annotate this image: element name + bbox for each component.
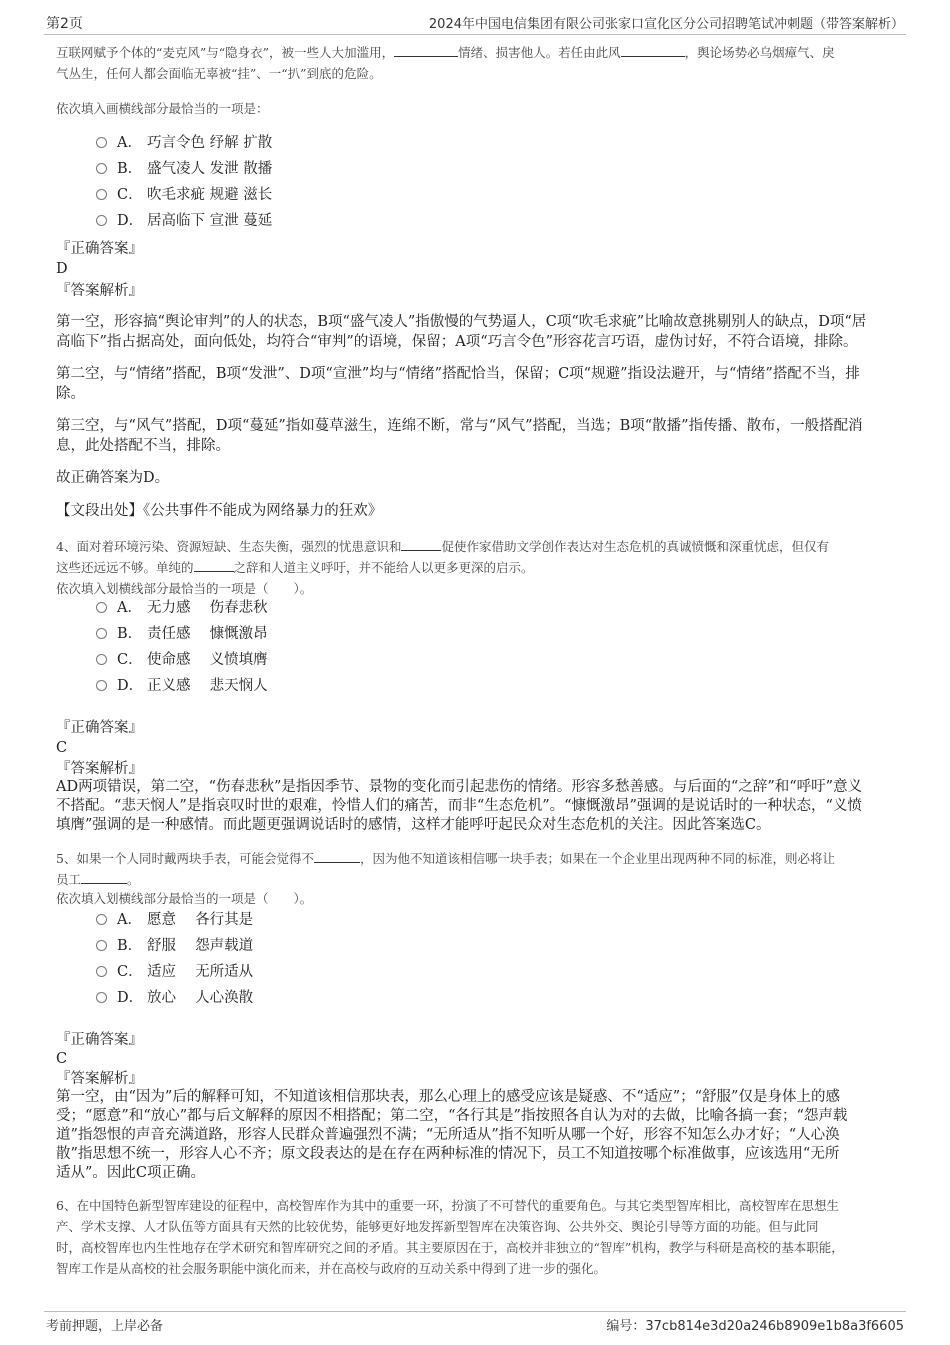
- q5-analysis-line4: 散”指思想不统一，形容人心不齐；原文段表达的是在存在两种标准的情况下，员工不知道按哪个标准做事，应该选用“无所: [56, 1146, 840, 1162]
- q3-analysis-p2-line2: 除。: [56, 386, 85, 402]
- q3-prompt: 依次填入画横线部分最恰当的一项是：: [56, 101, 269, 116]
- q4-answer: C: [56, 740, 68, 756]
- radio-icon[interactable]: [96, 654, 107, 665]
- q5-analysis-line3: 道”指怨恨的声音充满道路，形容人民群众普遍强烈不满；“无所适从”指不知听从哪一个好，形容不知怎么办才好；“人心涣: [56, 1127, 840, 1143]
- q4-option-c[interactable]: C． 使命感 义愤填膺: [96, 649, 268, 671]
- q5-answer-label: 『正确答案』: [56, 1032, 143, 1048]
- q5-option-d[interactable]: D． 放心 人心涣散: [96, 987, 253, 1009]
- q3-stem-text-c: ，舆论场势必乌烟瘴气、戾: [684, 45, 835, 60]
- q5-analysis-line2: 受；“愿意”和“放心”都与后文解释的原因不相搭配；第二空，“各行其是”指按照各自认为对的去做，比喻各搞一套；“怨声载: [56, 1108, 848, 1124]
- q4-prompt: 依次填入划横线部分最恰当的一项是（ ）。: [56, 581, 313, 596]
- q6-stem-line4: 智库工作是从高校的社会服务职能中演化而来，并在高校与政府的互动关系中得到了进一步的强化。: [56, 1261, 607, 1276]
- q3-stem-line2: 气丛生，任何人都会面临无辜被“挂”、一“扒”到底的危险。: [56, 66, 382, 81]
- page-header: [44, 12, 906, 35]
- radio-icon[interactable]: [96, 215, 107, 226]
- q3-answer: D: [56, 261, 68, 277]
- q3-option-d[interactable]: D． 居高临下 宣泄 蔓延: [96, 210, 272, 232]
- q3-source: 【文段出处】《公共事件不能成为网络暴力的狂欢》: [56, 503, 383, 519]
- radio-icon[interactable]: [96, 602, 107, 613]
- q3-analysis-p1-line1: 第一空，形容搞“舆论审判”的人的状态，B项“盛气凌人”指傲慢的气势逼人，C项“吹毛求疵”比喻故意挑剔别人的缺点，D项“居: [56, 314, 867, 330]
- radio-icon[interactable]: [96, 189, 107, 200]
- q3-stem-text-a: 互联网赋予个体的“麦克风”与“隐身衣”，被一些人大加滥用，: [56, 45, 395, 60]
- q3-analysis-label: 『答案解析』: [56, 283, 143, 299]
- q3-analysis-p2-line1: 第二空，与“情绪”搭配，B项“发泄”、D项“宣泄”均与“情绪”搭配恰当，保留；C项“规避”指设法避开，与“情绪”搭配不当，排: [56, 366, 860, 382]
- q5-analysis-label: 『答案解析』: [56, 1071, 143, 1087]
- document-id: 编号：37cb814e3d20a246b8909e1b8a3f6605: [606, 1319, 904, 1334]
- q6-stem-line3: 时，高校智库也内生性地存在学术研究和智库研究之间的矛盾。其主要原因在于，高校并非独立的“智库”机构，教学与科研是高校的基本职能，: [56, 1240, 844, 1255]
- radio-icon[interactable]: [96, 137, 107, 148]
- q3-blank-1: [394, 42, 458, 57]
- q4-analysis-line1: AD两项错误，第二空，“伤春悲秋”是指因季节、景物的变化而引起悲伤的情绪。形容多愁善感。与后面的“之辞”和“呼吁”意义: [56, 779, 863, 795]
- q5-blank-1: [314, 848, 360, 863]
- footer-slogan: 考前押题，上岸必备: [46, 1319, 164, 1334]
- q4-stem-line1: 4、面对着环境污染、资源短缺、生态失衡，强烈的忧患意识和 促使作家借助文学创作表达对生态危机的真诚愤慨和深重忧虑，但仅有: [56, 536, 829, 557]
- q3-option-c[interactable]: C． 吹毛求疵 规避 滋长: [96, 184, 272, 206]
- q4-answer-label: 『正确答案』: [56, 720, 143, 736]
- q3-stem-line1: [56, 42, 916, 63]
- q3-conclusion: 故正确答案为D。: [56, 470, 170, 486]
- page-footer: [44, 1311, 906, 1334]
- q4-option-b[interactable]: B． 责任感 慷慨激昂: [96, 623, 268, 645]
- radio-icon[interactable]: [96, 940, 107, 951]
- q4-analysis-label: 『答案解析』: [56, 761, 143, 777]
- q4-analysis-line2: 不搭配。“悲天悯人”是指哀叹时世的艰难，怜惜人们的痛苦，而非“生态危机”。“慷慨激昂”强调的是说话时的一种状态，“义愤: [56, 798, 862, 814]
- q5-answer: C: [56, 1051, 68, 1067]
- q6-stem-line2: 产、学术支撑、人才队伍等方面具有天然的比较优势，能够更好地发挥新型智库在决策咨询、公共外交、舆论引导等方面的功能。但与此同: [56, 1219, 819, 1234]
- q4-blank-2: [194, 557, 234, 572]
- radio-icon[interactable]: [96, 966, 107, 977]
- q5-option-c[interactable]: C． 适应 无所适从: [96, 961, 253, 983]
- q4-option-d[interactable]: D． 正义感 悲天悯人: [96, 675, 268, 697]
- q3-analysis-p3-line2: 息，此处搭配不当，排除。: [56, 438, 230, 454]
- q4-blank-1: [401, 536, 441, 551]
- radio-icon[interactable]: [96, 914, 107, 925]
- q4-stem-line2: 这些还远远不够。单纯的 之辞和人道主义呼吁，并不能给人以更多更深的启示。: [56, 557, 534, 578]
- q3-option-b[interactable]: B． 盛气凌人 发泄 散播: [96, 158, 272, 180]
- q5-prompt: 依次填入划横线部分最恰当的一项是（ ）。: [56, 891, 313, 906]
- q3-stem-text-b: 情绪、损害他人。若任由此风: [458, 45, 621, 60]
- q4-option-a[interactable]: A． 无力感 伤春悲秋: [96, 597, 268, 619]
- q5-blank-2: [81, 869, 127, 884]
- page-number: 第2页: [46, 16, 83, 32]
- q6-stem-line1: 6、在中国特色新型智库建设的征程中，高校智库作为其中的重要一环，扮演了不可替代的重要角色。与其它类型智库相比，高校智库在思想生: [56, 1198, 839, 1213]
- q3-blank-2: [621, 42, 685, 57]
- q5-option-b[interactable]: B． 舒服 怨声载道: [96, 935, 253, 957]
- q5-stem-line2: 员工 。: [56, 869, 140, 890]
- q5-analysis-line1: 第一空，由“因为”后的解释可知，不知道该相信那块表，那么心理上的感受应该是疑惑、不“适应”；“舒服”仅是身体上的感: [56, 1089, 840, 1105]
- radio-icon[interactable]: [96, 163, 107, 174]
- q5-analysis-line5: 适从”。因此C项正确。: [56, 1165, 206, 1181]
- q3-option-a[interactable]: A． 巧言令色 纾解 扩散: [96, 132, 272, 154]
- q3-analysis-p1-line2: 高临下”指占据高处，面向低处，均符合“审判”的语境，保留；A项“巧言令色”形容花言巧语，虚伪讨好，不符合语境，排除。: [56, 334, 858, 350]
- q4-analysis-line3: 填膺”强调的是一种感情。而此题更强调说话时的感情，这样才能呼吁起民众对生态危机的关注。因此答案选C。: [56, 817, 771, 833]
- radio-icon[interactable]: [96, 992, 107, 1003]
- radio-icon[interactable]: [96, 628, 107, 639]
- q3-answer-label: 『正确答案』: [56, 241, 143, 257]
- q5-option-a[interactable]: A． 愿意 各行其是: [96, 909, 253, 931]
- document-title: 2024年中国电信集团有限公司张家口宣化区分公司招聘笔试冲刺题（带答案解析）: [428, 17, 904, 32]
- q5-stem-line1: 5、如果一个人同时戴两块手表，可能会觉得不 ，因为他不知道该相信哪一块手表；如果在一个企业里出现两种不同的标准，则必将让: [56, 848, 835, 869]
- radio-icon[interactable]: [96, 680, 107, 691]
- q3-analysis-p3-line1: 第三空，与“风气”搭配，D项“蔓延”指如蔓草滋生，连绵不断，常与“风气”搭配，当选；B项“散播”指传播、散布，一般搭配消: [56, 418, 863, 434]
